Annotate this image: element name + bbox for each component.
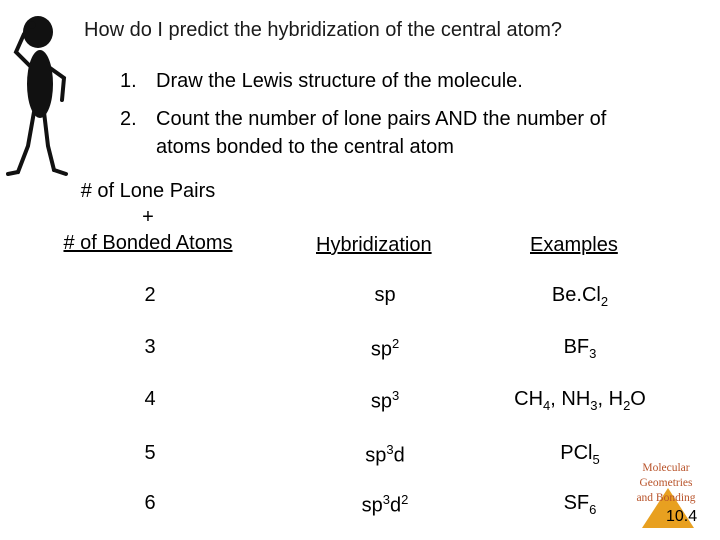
formula-subscript: 2: [600, 294, 609, 309]
hybridization-part: 2: [401, 492, 409, 507]
step-1-number: 1.: [120, 70, 137, 92]
step-1: [120, 70, 700, 96]
formula-text: SF: [563, 492, 590, 514]
formula-text: PCl: [560, 442, 593, 464]
header-examples: Examples: [530, 234, 618, 256]
hybridization-part: d: [393, 444, 405, 467]
header-plus: +: [142, 206, 154, 228]
row-3-examples: [480, 388, 680, 413]
hybridization-part: d: [390, 494, 402, 517]
step-2-text-line1: Count the number of lone pairs AND the number of: [156, 108, 607, 130]
header-bonded-atoms: # of Bonded Atoms: [63, 232, 233, 254]
formula-subscript: 4: [543, 398, 551, 413]
row-3-hybridization: [320, 388, 450, 414]
hybridization-part: sp: [370, 390, 392, 413]
row-1-examples: [480, 284, 680, 309]
row-3-count: 4: [144, 388, 156, 410]
logo-line-3: and Bonding: [636, 492, 696, 504]
row-2-examples: [480, 336, 680, 361]
hybridization-part: sp: [370, 338, 392, 361]
hybridization-part: sp: [361, 494, 383, 517]
formula-subscript: 3: [590, 398, 598, 413]
step-2: [120, 108, 710, 164]
formula-text: CH: [514, 388, 544, 410]
header-lone-pairs: # of Lone Pairs: [80, 180, 216, 202]
logo-line-2: Geometries: [639, 477, 693, 489]
logo-caption: [626, 461, 706, 506]
hybridization-part: sp: [374, 284, 396, 306]
thinking-figure-icon: [4, 8, 78, 180]
step-2-number: 2.: [120, 108, 137, 130]
row-1-hybridization: [320, 284, 450, 307]
slide-title: How do I predict the hybridization of the central atom?: [84, 19, 563, 41]
header-lone-pairs-bonded: [40, 178, 256, 256]
formula-subscript: 2: [623, 398, 631, 413]
row-5-count: 6: [144, 492, 156, 514]
formula-text: , H: [597, 388, 624, 410]
row-1-count: 2: [144, 284, 156, 306]
row-5-hybridization: [320, 492, 450, 518]
formula-text: Be.Cl: [551, 284, 601, 306]
header-hybridization: Hybridization: [316, 234, 432, 256]
row-4-hybridization: [320, 442, 450, 468]
formula-text: O: [630, 388, 646, 410]
formula-subscript: 6: [589, 502, 597, 517]
row-4-count: 5: [144, 442, 156, 464]
hybridization-part: 2: [391, 336, 400, 351]
section-number: 10.4: [666, 508, 698, 525]
step-2-text-line2: atoms bonded to the central atom: [156, 136, 454, 158]
step-1-text: Draw the Lewis structure of the molecule.: [156, 70, 523, 92]
row-2-hybridization: [320, 336, 450, 362]
logo-line-1: Molecular: [642, 462, 690, 474]
hybridization-part: 3: [386, 442, 394, 457]
formula-subscript: 3: [589, 346, 597, 361]
hybridization-part: 3: [391, 388, 400, 403]
formula-subscript: 5: [592, 452, 600, 467]
formula-text: BF: [563, 336, 590, 358]
hybridization-part: sp: [365, 444, 387, 467]
formula-text: , NH: [550, 388, 591, 410]
row-2-count: 3: [144, 336, 156, 358]
hybridization-part: 3: [382, 492, 390, 507]
